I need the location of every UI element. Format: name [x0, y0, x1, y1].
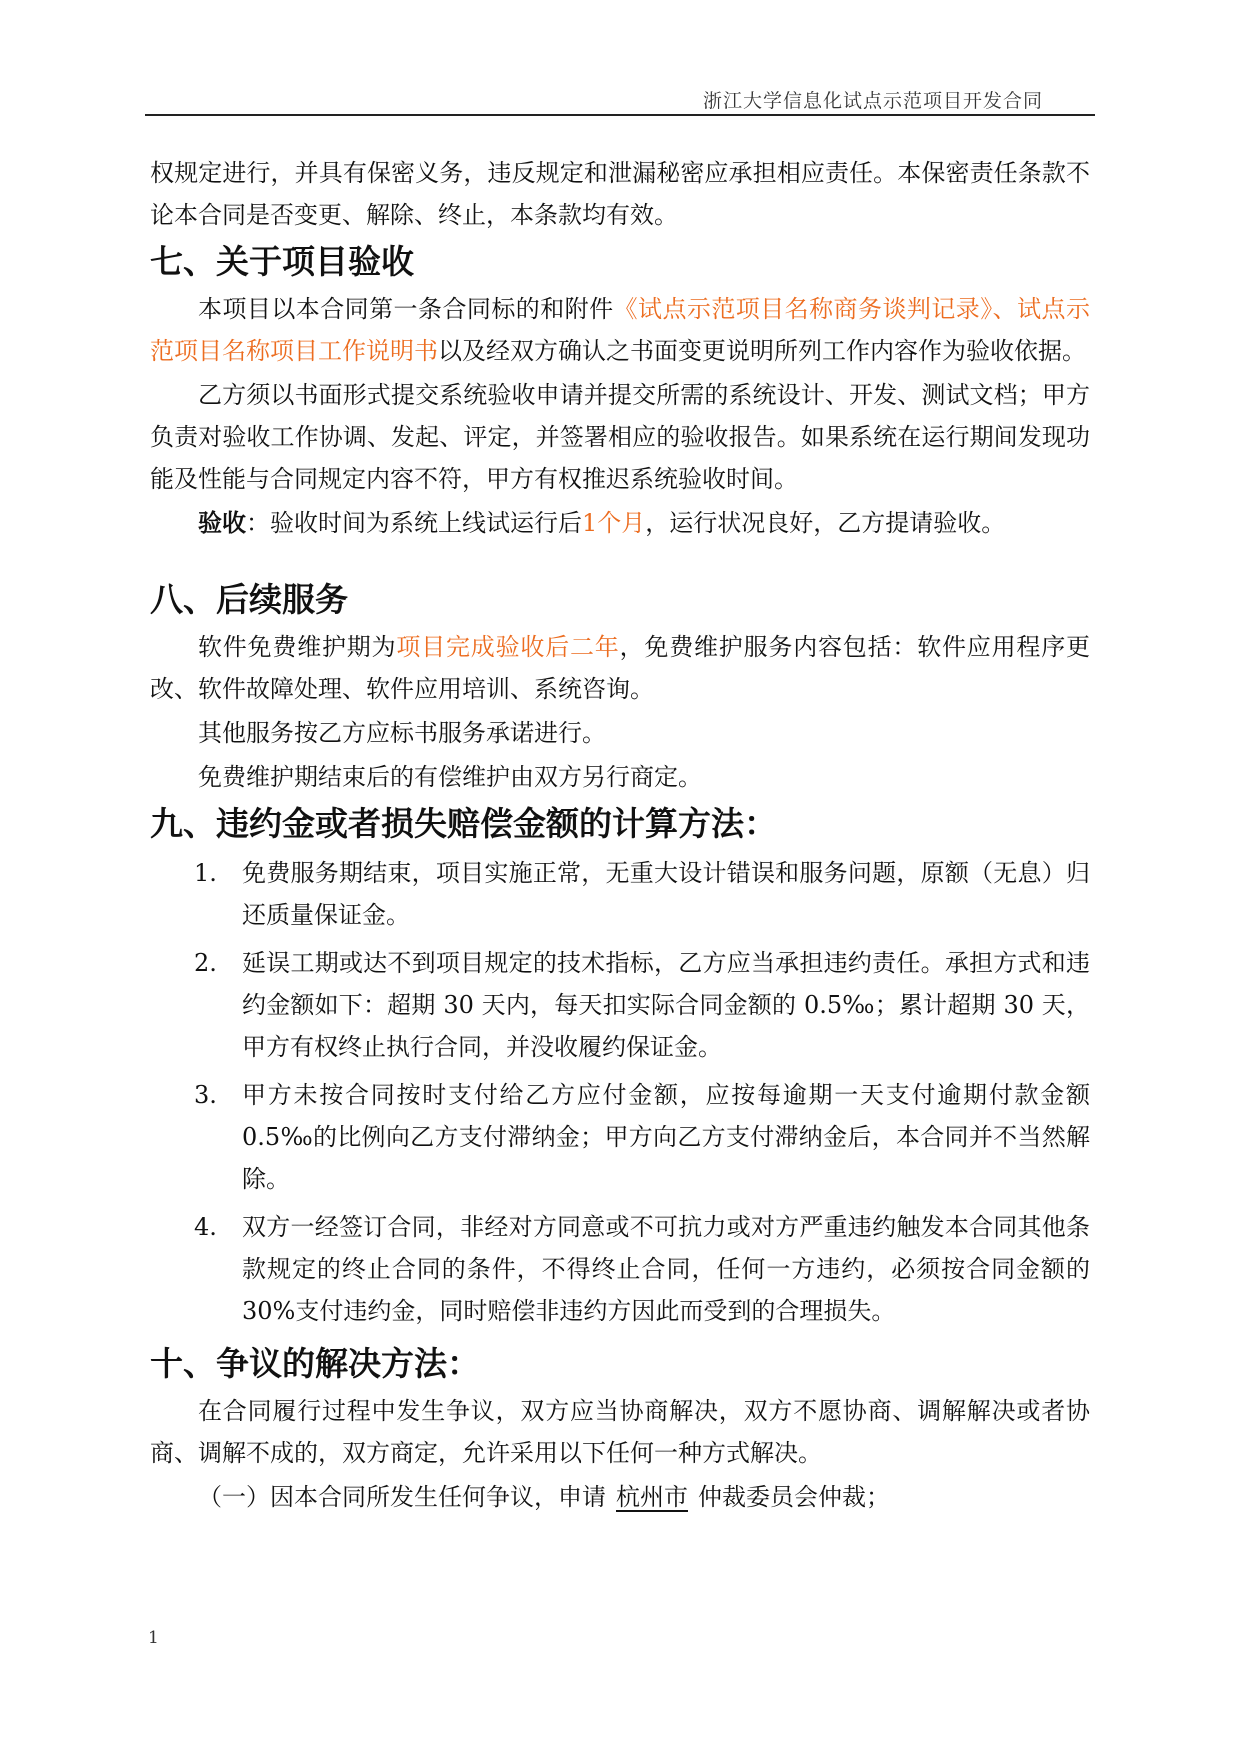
- list-item: [150, 852, 1090, 936]
- section-8-paragraph-3: 免费维护期结束后的有偿维护由双方另行商定。: [198, 763, 702, 791]
- section-8-p1-text-after: ，免费维护服务内容包括：软件应用程序更改、软件故障处理、软件应用培训、系统咨询。: [150, 633, 1091, 703]
- section-7-p3-text-after: ，运行状况良好，乙方提请验收。: [645, 509, 1006, 537]
- section-10-heading: 十、争议的解决方法：: [150, 1344, 480, 1383]
- section-9-heading: 九、违约金或者损失赔偿金额的计算方法：: [150, 804, 777, 843]
- list-item-text: 免费服务期结束，项目实施正常，无重大设计错误和服务问题，原额（无息）归还质量保证金。: [242, 859, 1090, 929]
- section-7-p1-highlight: 《试点示范项目名称商务谈判记录》、试点示范项目名称项目工作说明书: [150, 295, 1091, 365]
- section-8-p1-text-before: 软件免费维护期为: [198, 633, 397, 661]
- list-item-text: 甲方未按合同按时支付给乙方应付金额，应按每逾期一天支付逾期付款金额 0.5‰的比例向乙方支付滞纳金；甲方向乙方支付滞纳金后，本合同并不当然解除。: [242, 1081, 1090, 1193]
- arbitration-city: 杭州市: [616, 1483, 688, 1511]
- list-item-number: 3.: [194, 1081, 217, 1109]
- list-item: [150, 942, 1090, 1068]
- acceptance-label: 验收: [198, 508, 246, 537]
- section-10-paragraph-1: 在合同履行过程中发生争议，双方应当协商解决，双方不愿协商、调解解决或者协商、调解不成的，双方商定，允许采用以下任何一种方式解决。: [150, 1397, 1090, 1467]
- continuation-paragraph: 权规定进行，并具有保密义务，违反规定和泄漏秘密应承担相应责任。本保密责任条款不论本合同是否变更、解除、终止，本条款均有效。: [150, 159, 1090, 229]
- list-item-number: 1.: [194, 859, 217, 887]
- document-body: [150, 152, 1090, 1518]
- section-7-p1-text-after: 以及经双方确认之书面变更说明所列工作内容作为验收依据。: [438, 337, 1086, 365]
- list-item: [150, 1206, 1090, 1332]
- list-item-text: 双方一经签订合同，非经对方同意或不可抗力或对方严重违约触发本合同其他条款规定的终止合同的条件，不得终止合同，任何一方违约，必须按合同金额的 30%支付违约金，同时赔偿非违约方因此而受到的合理损失。: [242, 1213, 1090, 1325]
- section-10-paragraph-2: [150, 1476, 1090, 1518]
- section-7-p1-text-before: 本项目以本合同第一条合同标的和附件: [198, 295, 614, 323]
- list-item-number: 2.: [194, 949, 217, 977]
- list-item-text: 延误工期或达不到项目规定的技术指标，乙方应当承担违约责任。承担方式和违约金额如下：超期 30 天内，每天扣实际合同金额的 0.5‰；累计超期 30 天，甲方有权终止执行合同，并没收履约保证金。: [242, 949, 1090, 1061]
- header-rule: [145, 114, 1095, 116]
- section-8-p1-highlight: 项目完成验收后二年: [396, 633, 620, 661]
- section-8-paragraph-2: 其他服务按乙方应标书服务承诺进行。: [198, 719, 606, 747]
- penalty-list: [150, 852, 1090, 1332]
- section-10-p2-text-before: （一）因本合同所发生任何争议，申请: [198, 1483, 606, 1511]
- section-8-heading: 八、后续服务: [150, 580, 348, 619]
- page-number: 1: [148, 1628, 159, 1648]
- section-7-p3-highlight: 1个月: [582, 509, 646, 537]
- list-item: [150, 1074, 1090, 1200]
- section-10-p2-text-after: 仲裁委员会仲裁；: [698, 1483, 890, 1511]
- section-7-paragraph-1: [150, 288, 1090, 372]
- section-7-paragraph-2: 乙方须以书面形式提交系统验收申请并提交所需的系统设计、开发、测试文档；甲方负责对验收工作协调、发起、评定，并签署相应的验收报告。如果系统在运行期间发现功能及性能与合同规定内容不符，甲方有权推迟系统验收时间。: [150, 381, 1090, 493]
- running-header: 浙江大学信息化试点示范项目开发合同: [702, 90, 1043, 112]
- section-7-p3-text-before: ：验收时间为系统上线试运行后: [246, 509, 582, 537]
- section-8-paragraph-1: [150, 626, 1090, 710]
- section-7-heading: 七、关于项目验收: [150, 242, 414, 281]
- section-7-paragraph-3: [150, 502, 1090, 544]
- list-item-number: 4.: [194, 1213, 217, 1241]
